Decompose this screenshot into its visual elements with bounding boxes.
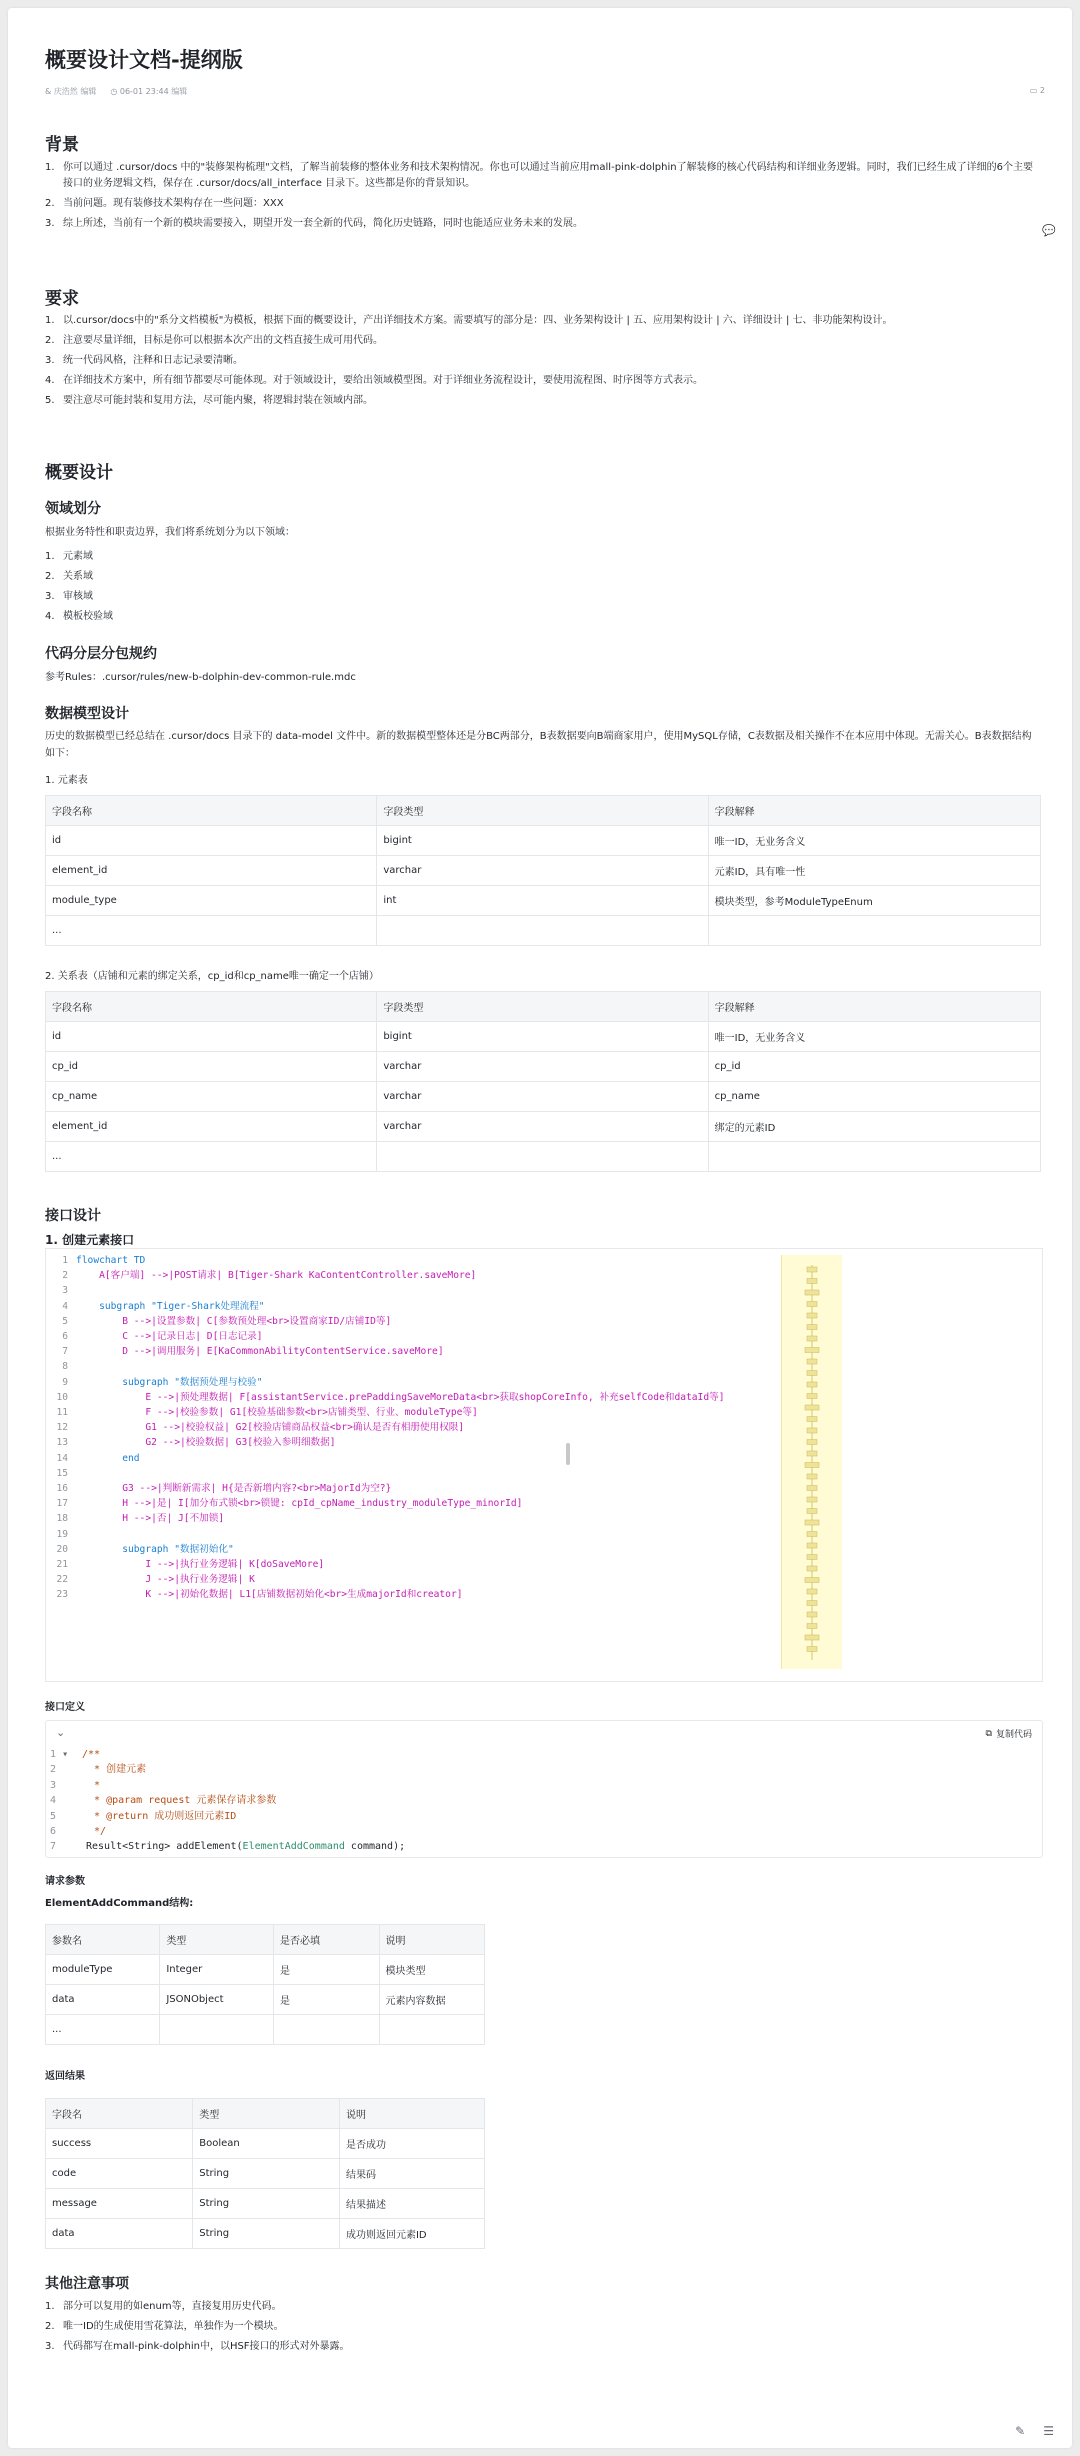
line-number: 20 (56, 1543, 68, 1555)
table-cell (379, 2015, 484, 2045)
code-line (46, 1466, 761, 1481)
minimap-node (807, 1267, 817, 1272)
table-cell: 字段名称 (46, 992, 377, 1022)
code-line (46, 1809, 1042, 1824)
line-number: 9 (62, 1376, 68, 1388)
line-number: 11 (56, 1407, 68, 1418)
table-row (46, 2189, 485, 2219)
list-item (45, 353, 1040, 369)
list-item-text: 注意要尽量详细，目标是你可以根据本次产出的文档直接生成可用代码。 (63, 335, 383, 346)
line-number: 21 (56, 1559, 68, 1570)
table-row (46, 1022, 1041, 1052)
list-number: 5. (45, 395, 55, 406)
code-text: A[客户端] -->|POST请求| B[Tiger-Shark KaContentController.saveMore] (76, 1270, 477, 1282)
list-number: 3. (45, 2341, 55, 2352)
list-item (45, 569, 1040, 585)
list-item-text: 统一代码风格，注释和日志记录要清晰。 (63, 355, 243, 366)
table-row (46, 2129, 485, 2159)
code-line (46, 1824, 1042, 1839)
minimap-node (805, 1635, 819, 1640)
code-line (46, 1299, 761, 1314)
minimap-node (805, 1348, 819, 1353)
minimap-node (807, 1497, 817, 1502)
minimap-node (807, 1417, 817, 1422)
table-cell: JSONObject (160, 1985, 274, 2015)
table-cell: 字段名 (46, 2099, 193, 2129)
code-toolbar (46, 1721, 1042, 1747)
list-number: 4. (45, 611, 55, 622)
api-sub-title: 1. 创建元素接口 (45, 1233, 135, 1247)
table-cell: varchar (377, 1052, 708, 1082)
minimap-node (807, 1601, 817, 1606)
list-number: 1. (45, 551, 55, 562)
code-line (46, 1557, 761, 1572)
list-number: 1. (45, 162, 55, 173)
table-cell (708, 916, 1040, 946)
comment-count-icon[interactable]: ▭ 2 (1029, 86, 1045, 95)
list-item-text: 以.cursor/docs中的"系分文档模板"为模板，根据下面的概要设计，产出详细技术方案。需要填写的部分是：四、业务架构设计 | 五、应用架构设计 | 六、详细设计 | 七、非功能架构设计。 (63, 315, 893, 326)
code-text: ElementAddCommand (242, 1841, 345, 1853)
table-cell: 是否成功 (339, 2129, 484, 2159)
list-item-text: 代码都写在mall-pink-dolphin中，以HSF接口的形式对外暴露。 (63, 2341, 350, 2352)
table-cell: 字段解释 (708, 796, 1040, 826)
section-overview-title: 概要设计 (45, 463, 113, 483)
list-item-text: 你可以通过 .cursor/docs 中的"装修架构梳理"文档，了解当前装修的整体业务和技术架构情况。你也可以通过当前应用mall-pink-dolphin了解装修的核心代码结构和详细业务逻辑。同时，我们已经生成了详细的6个主要接口的业务逻辑文档，保存在 .cursor/docs/all_interface 目录下。这些都是你的背景知识。 (63, 162, 1033, 189)
line-number: 13 (56, 1437, 68, 1449)
table2-caption: 2. 关系表（店铺和元素的绑定关系，cp_id和cp_name唯一确定一个店铺） (45, 971, 379, 982)
table-cell: String (193, 2189, 340, 2219)
table-cell: 模块类型 (379, 1955, 484, 1985)
code-text: * @return 成功则返回元素ID (82, 1810, 237, 1822)
code-text: * 创建元素 (82, 1764, 147, 1776)
minimap-node (807, 1509, 817, 1514)
code-text: D -->|调用服务| E[KaCommonAbilityContentService.saveMore] (76, 1346, 444, 1358)
table-cell: id (46, 1022, 377, 1052)
list-item (45, 2319, 1040, 2335)
table-cell: 元素内容数据 (379, 1985, 484, 2015)
code-line (46, 1496, 761, 1511)
code-text: flowchart TD (76, 1255, 146, 1266)
table-header-row (46, 1925, 485, 1955)
minimap-node (807, 1566, 817, 1571)
notes-title: 其他注意事项 (45, 2276, 129, 2292)
minimap-node (807, 1440, 817, 1445)
table-row (46, 1082, 1041, 1112)
table-cell: varchar (377, 1112, 708, 1142)
code-line (46, 1481, 761, 1496)
list-item-text: 审核域 (63, 591, 93, 602)
code-scrollbar[interactable] (566, 1443, 570, 1465)
table-cell: 是否必填 (274, 1925, 379, 1955)
minimap-node (807, 1302, 817, 1307)
page-title: 概要设计文档-提纲版 (45, 48, 243, 72)
line-number: 10 (56, 1391, 68, 1403)
table-header-row (46, 2099, 485, 2129)
table-cell: cp_id (708, 1052, 1040, 1082)
code-text: G1 -->|校验权益| G2[校验店铺商品权益<br>确认是否有相册使用权限] (76, 1422, 465, 1434)
line-number: 5 (50, 1810, 57, 1822)
time-meta: ◷ 06-01 23:44 编辑 (110, 87, 188, 96)
table-row (46, 2219, 485, 2249)
line-number: 3 (62, 1285, 68, 1297)
table-header-row (46, 796, 1041, 826)
list-item-text: 唯一ID的生成使用雪花算法，单独作为一个模块。 (63, 2321, 284, 2332)
table-cell: ... (46, 916, 377, 946)
code-text: subgraph "数据预处理与校验" (76, 1376, 263, 1388)
table-cell (377, 1142, 708, 1172)
list-item-text: 在详细技术方案中，所有细节都要尽可能体现。对于领域设计，要给出领域模型图。对于详细业务流程设计，要使用流程图、时序图等方式表示。 (63, 375, 703, 386)
code-line (46, 1344, 761, 1359)
iface-title: 接口定义 (45, 1702, 85, 1713)
section-requirements-title: 要求 (45, 289, 79, 309)
table-cell: Integer (160, 1955, 274, 1985)
table-cell: 说明 (379, 1925, 484, 1955)
minimap-node (807, 1336, 817, 1341)
code-line (46, 1420, 761, 1435)
table-cell: cp_name (708, 1082, 1040, 1112)
line-number: 16 (56, 1483, 68, 1494)
list-item (45, 216, 1040, 232)
table-cell: 成功则返回元素ID (339, 2219, 484, 2249)
table-cell: 结果码 (339, 2159, 484, 2189)
table-cell: 参数名 (46, 1925, 160, 1955)
code-text: subgraph "数据初始化" (76, 1543, 234, 1555)
code-line (46, 1329, 761, 1344)
table-cell: module_type (46, 886, 377, 916)
list-number: 2. (45, 335, 55, 346)
list-item (45, 333, 1040, 349)
line-number: 8 (62, 1361, 68, 1373)
code-text: B -->|设置参数| C[参数预处理<br>设置商家ID/店铺ID等] (76, 1315, 392, 1327)
minimap-node (805, 1405, 819, 1410)
table-cell: bigint (377, 826, 708, 856)
minimap-node (807, 1624, 817, 1629)
minimap-node (807, 1532, 817, 1537)
list-item-text: 综上所述，当前有一个新的模块需要接入，期望开发一套全新的代码，简化历史链路，同时也能适应业务未来的发展。 (63, 218, 583, 229)
code-text: G3 -->|判断新需求| H{是否新增内容?<br>MajorId为空?} (76, 1483, 392, 1494)
table-cell: ... (46, 1142, 377, 1172)
code-line (46, 1572, 761, 1587)
minimap-node (807, 1279, 817, 1284)
table-cell: 字段解释 (708, 992, 1040, 1022)
table-cell: message (46, 2189, 193, 2219)
line-number: 7 (50, 1841, 57, 1853)
list-number: 4. (45, 375, 55, 386)
table-cell (377, 916, 708, 946)
line-number: 14 (56, 1452, 68, 1464)
table-row (46, 1112, 1041, 1142)
minimap-node (805, 1520, 819, 1525)
line-number: 1 (62, 1255, 68, 1266)
table-row (46, 886, 1041, 916)
line-number: 15 (56, 1467, 68, 1479)
minimap-node (807, 1647, 817, 1652)
flowchart-minimap[interactable] (781, 1255, 842, 1669)
minimap-node (807, 1313, 817, 1318)
list-number: 3. (45, 591, 55, 602)
code-text: E -->|预处理数据| F[assistantService.prePaddingSaveMoreData<br>获取shopCoreInfo, 补充selfCode和dataId等] (76, 1391, 725, 1403)
code-line (46, 1405, 761, 1420)
table-cell: 是 (274, 1955, 379, 1985)
table-cell: 模块类型，参考ModuleTypeEnum (708, 886, 1040, 916)
layering-text: 参考Rules：.cursor/rules/new-b-dolphin-dev-common-rule.mdc (45, 672, 356, 683)
table-cell: Boolean (193, 2129, 340, 2159)
request-title: 请求参数 (45, 1876, 85, 1887)
code-text: Result<String> addElement( (86, 1841, 243, 1853)
line-number: 1 ▾ (50, 1749, 75, 1760)
list-item-text: 模板校验域 (63, 611, 113, 622)
table-cell (708, 1142, 1040, 1172)
notes-list (45, 2299, 1040, 2359)
list-number: 3. (45, 355, 55, 366)
interface-code-lines (46, 1747, 1042, 1855)
code-line (46, 1839, 1042, 1854)
code-text: F -->|校验参数| G1[校验基础参数<br>店铺类型、行业、moduleType等] (76, 1407, 478, 1418)
line-number: 19 (56, 1528, 68, 1540)
list-item (45, 393, 1040, 409)
api-title: 接口设计 (45, 1208, 101, 1224)
table-cell (160, 2015, 274, 2045)
line-number: 5 (62, 1315, 68, 1327)
datamodel-intro: 历史的数据模型已经总结在 .cursor/docs 目录下的 data-model 文件中。新的数据模型整体还是分BC两部分，B表数据要向B端商家用户，使用MySQL存储，C表数据及相关操作不在本应用中体现。无需关心。B表数据结构如下： (45, 731, 1032, 759)
domain-intro: 根据业务特性和职责边界，我们将系统划分为以下领域： (45, 527, 295, 538)
table-cell: String (193, 2159, 340, 2189)
list-item (45, 609, 1040, 625)
list-item (45, 313, 1040, 329)
code-line (46, 1268, 761, 1283)
code-text: H -->|是| I[加分布式锁<br>锁键: cpId_cpName_industry_moduleType_minorId] (76, 1498, 523, 1510)
list-item (45, 373, 1040, 389)
table-cell: 说明 (339, 2099, 484, 2129)
table-row (46, 1142, 1041, 1172)
line-number: 7 (62, 1346, 68, 1358)
code-text: command); (344, 1841, 406, 1853)
code-text: */ (82, 1826, 107, 1838)
line-number: 3 (50, 1779, 57, 1791)
doc-meta (45, 86, 187, 97)
code-text: * (82, 1779, 101, 1791)
request-struct-title: ElementAddCommand结构: (45, 1898, 194, 1909)
table-row (46, 1985, 485, 2015)
relation-table (45, 991, 1041, 1172)
table-cell: element_id (46, 1112, 377, 1142)
table-cell: data (46, 2219, 193, 2249)
response-table (45, 2098, 485, 2249)
table-header-row (46, 992, 1041, 1022)
minimap-node (807, 1451, 817, 1456)
list-item (45, 2299, 1040, 2315)
table-cell (274, 2015, 379, 2045)
layering-title: 代码分层分包规约 (45, 646, 157, 662)
code-text: I -->|执行业务逻辑| K[doSaveMore] (76, 1559, 325, 1570)
line-number: 4 (50, 1795, 57, 1807)
table-cell: id (46, 826, 377, 856)
interface-code-block (45, 1720, 1043, 1858)
table-row (46, 916, 1041, 946)
minimap-node (805, 1290, 819, 1295)
section-background-title: 背景 (45, 135, 79, 155)
minimap-node (807, 1543, 817, 1548)
table-cell: 类型 (160, 1925, 274, 1955)
minimap-node (807, 1555, 817, 1560)
table-cell: varchar (377, 856, 708, 886)
table-row (46, 1955, 485, 1985)
list-item-text: 关系域 (63, 571, 93, 582)
code-line (46, 1435, 761, 1450)
table-cell: 字段类型 (377, 796, 708, 826)
table-cell: ... (46, 2015, 160, 2045)
code-text: end (76, 1452, 140, 1464)
table-row (46, 856, 1041, 886)
list-item (45, 160, 1040, 192)
code-line (46, 1451, 761, 1466)
minimap-node (807, 1612, 817, 1617)
flowchart-code-block[interactable] (45, 1248, 1043, 1682)
code-text: * @param request 元素保存请求参数 (82, 1795, 277, 1807)
minimap-node (807, 1394, 817, 1399)
minimap-node (807, 1428, 817, 1433)
list-number: 1. (45, 2301, 55, 2312)
minimap-node (805, 1463, 819, 1468)
line-number: 2 (50, 1764, 57, 1776)
list-item-text: 当前问题。现有装修技术架构存在一些问题：XXX (63, 198, 284, 209)
table-cell: String (193, 2219, 340, 2249)
code-line (46, 1527, 761, 1542)
minimap-node (807, 1589, 817, 1594)
code-line (46, 1511, 761, 1526)
minimap-node (807, 1382, 817, 1387)
table-cell: 结果描述 (339, 2189, 484, 2219)
table-cell: 元素ID，具有唯一性 (708, 856, 1040, 886)
list-item (45, 549, 1040, 565)
list-item-text: 部分可以复用的如enum等，直接复用历史代码。 (63, 2301, 282, 2312)
table-cell: element_id (46, 856, 377, 886)
code-line (46, 1375, 761, 1390)
table-cell: moduleType (46, 1955, 160, 1985)
table-row (46, 2015, 485, 2045)
list-item-text: 要注意尽可能封装和复用方法，尽可能内聚，将逻辑封装在领域内部。 (63, 395, 373, 406)
edit-icon[interactable]: ✎ (1015, 2424, 1026, 2438)
table-cell: bigint (377, 1022, 708, 1052)
line-number: 6 (50, 1826, 57, 1838)
background-list (45, 160, 1040, 236)
line-number: 23 (56, 1589, 68, 1601)
table-cell: cp_id (46, 1052, 377, 1082)
code-line (46, 1314, 761, 1329)
code-text: K -->|初始化数据| L1[店铺数据初始化<br>生成majorId和creator] (76, 1589, 463, 1601)
minimap-preview (782, 1255, 842, 1669)
table1-caption: 1. 元素表 (45, 775, 88, 786)
table-cell: success (46, 2129, 193, 2159)
code-text: H -->|否| J[不加锁] (76, 1513, 225, 1525)
domain-title: 领域划分 (45, 501, 101, 517)
code-line (46, 1283, 761, 1298)
code-line (46, 1253, 761, 1268)
outline-icon[interactable]: ☰ (1043, 2424, 1054, 2438)
table-cell: int (377, 886, 708, 916)
minimap-node (807, 1474, 817, 1479)
table-cell: 唯一ID，无业务含义 (708, 1022, 1040, 1052)
code-line (46, 1747, 1042, 1762)
code-text: subgraph "Tiger-Shark处理流程" (76, 1300, 265, 1312)
chevron-down-icon[interactable]: ⌄ (56, 1726, 66, 1739)
flowchart-code-lines (46, 1253, 761, 1603)
line-number: 6 (62, 1331, 68, 1342)
table-cell: 字段名称 (46, 796, 377, 826)
list-item (45, 589, 1040, 605)
line-number: 4 (62, 1300, 68, 1312)
document-page (8, 8, 1072, 2448)
requirements-list (45, 313, 1040, 413)
list-item-text: 元素域 (63, 551, 93, 562)
minimap-node (807, 1325, 817, 1330)
table-cell: varchar (377, 1082, 708, 1112)
minimap-node (807, 1359, 817, 1364)
request-table (45, 1924, 485, 2045)
line-number: 22 (56, 1574, 68, 1586)
minimap-node (807, 1486, 817, 1491)
code-text: J -->|执行业务逻辑| K (76, 1574, 255, 1586)
code-line (46, 1542, 761, 1557)
table-row (46, 826, 1041, 856)
minimap-node (807, 1371, 817, 1376)
table-cell: 是 (274, 1985, 379, 2015)
element-table (45, 795, 1041, 946)
table-cell: 字段类型 (377, 992, 708, 1022)
comment-icon[interactable]: 💬 (1042, 224, 1056, 237)
code-line (46, 1359, 761, 1374)
code-text: C -->|记录日志| D[日志记录] (76, 1331, 263, 1342)
table-row (46, 2159, 485, 2189)
code-line (46, 1793, 1042, 1808)
list-item (45, 196, 1040, 212)
line-number: 17 (56, 1498, 68, 1510)
table-cell: 绑定的元素ID (708, 1112, 1040, 1142)
code-text: /** (82, 1749, 101, 1760)
line-number: 12 (56, 1422, 68, 1434)
code-line (46, 1587, 761, 1602)
line-number: 18 (56, 1513, 68, 1525)
minimap-node (805, 1578, 819, 1583)
code-line (46, 1778, 1042, 1793)
footer-toolbar (1015, 2424, 1054, 2438)
table-cell: data (46, 1985, 160, 2015)
table-cell: 类型 (193, 2099, 340, 2129)
list-item (45, 2339, 1040, 2355)
code-line (46, 1390, 761, 1405)
list-number: 1. (45, 315, 55, 326)
copy-icon: ⧉ (985, 1728, 992, 1739)
copy-code-button[interactable]: ⧉ 复制代码 (985, 1728, 1032, 1740)
code-text: G2 -->|校验数据| G3[校验入参明细数据] (76, 1437, 336, 1449)
domain-list (45, 549, 1040, 629)
datamodel-title: 数据模型设计 (45, 706, 129, 722)
table-row (46, 1052, 1041, 1082)
table-cell: cp_name (46, 1082, 377, 1112)
list-number: 3. (45, 218, 55, 229)
line-number: 2 (62, 1270, 68, 1282)
response-title: 返回结果 (45, 2071, 85, 2082)
list-number: 2. (45, 571, 55, 582)
author-meta[interactable]: & 庆浩然 编辑 (45, 87, 97, 96)
list-number: 2. (45, 198, 55, 209)
list-number: 2. (45, 2321, 55, 2332)
code-line (46, 1762, 1042, 1777)
table-cell: 唯一ID，无业务含义 (708, 826, 1040, 856)
table-cell: code (46, 2159, 193, 2189)
